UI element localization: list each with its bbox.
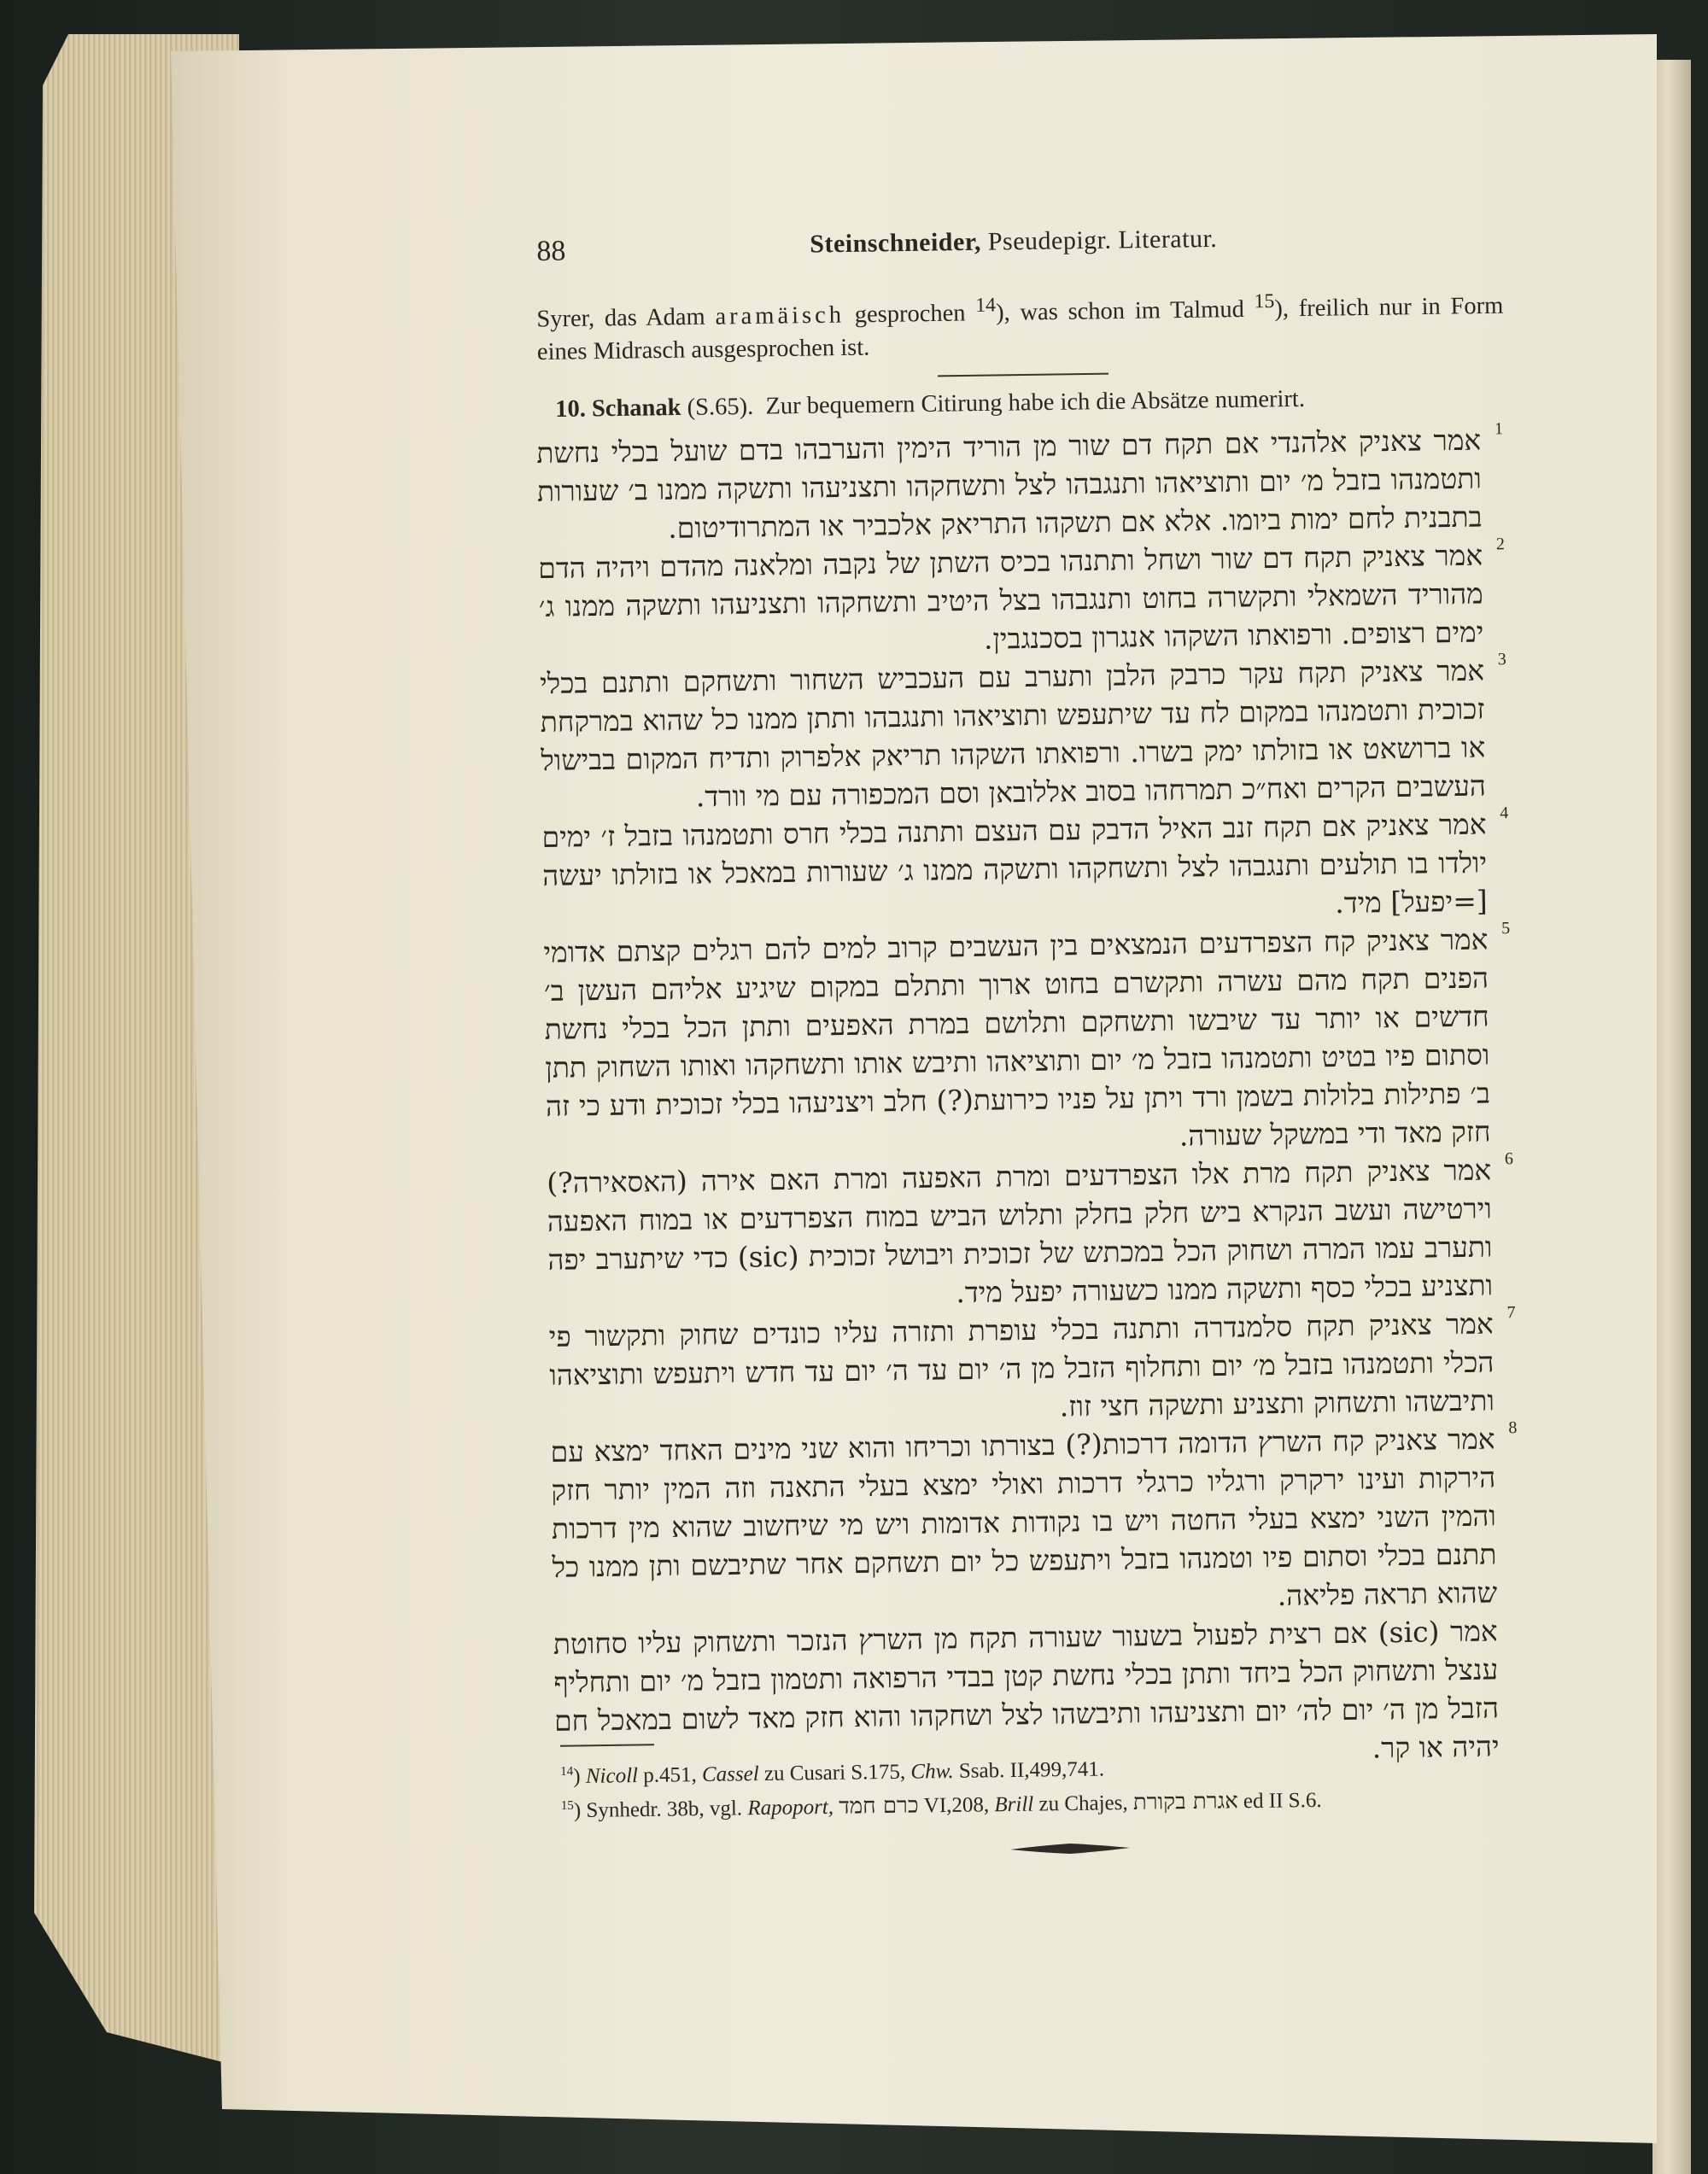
hebrew-paragraph-1 — [536, 420, 1505, 549]
hebrew-text: אמר צאניק תקח מרת אלו הצפרדעים ומרת האפעה ומרת האם אירה (האסאירה?) וירטישה ועשב הנקרא ביש חלק בחלק ותלוש הביש במוח הצפרדעים או במוח האפעה ותערב עמו המרה ושחוק הכל במכתש של זכוכית ויבושל זכוכית (sic) כדי שיתערב יפה ותצניע בכלי כסף ותשקה ממנו כשעורה יפעל מיד. — [546, 1153, 1494, 1310]
paragraph-number: 1 — [1494, 419, 1504, 439]
running-head-work: Pseudepigr. Literatur. — [987, 224, 1218, 256]
paragraph-number: 3 — [1497, 650, 1506, 669]
running-head-title — [810, 225, 1217, 260]
hebrew-text: אמר צאניק קח השרץ הדומה דרכות(?) בצורתו וכריחו והוא שני מינים האחד ימצא עם הירקות ועינו ירקרק ורגליו כרגלי דרכות ואולי ימצא בעלי התאנה וזה המין יותר חזק והמין השני ימצא בעלי החטה ויש בו נקודות אדומות ויש מי שיחשוב שהוא מין דרכות תתנם בכלי וסתום פיו וטמנהו בזבל ויתעפש כל יום תשחקם אחר שתיבשם ותן ממנו כל שהוא תראה פליאה. — [550, 1422, 1498, 1613]
intro-text-c: ), was schon im Talmud — [995, 295, 1245, 326]
footnote-14: $^{14}$) Nicoll p.451, Cassel zu Cusari S.175, Chw. Ssab. II,499,741. — [560, 1757, 1105, 1789]
intro-text-a: Syrer, das Adam — [536, 303, 705, 333]
hebrew-body — [536, 420, 1522, 1779]
paragraph-number: 7 — [1506, 1303, 1516, 1323]
hebrew-text: אמר צאניק תקח עקר כרבק הלבן ותערב עם העכביש השחור ותשחקם ותתנם בכלי זכוכית ותטמנהו במקום לח עד שיתעפש ותוציאהו ותנגבהו ותתן ממנו כל שהוא במרקחת או ברושאט או בזולתו ימק בשרו. ורפואתו השקהו תריאק אלפרוק ותדיח המקום בבישול העשבים הקרים ואח״כ תמרחהו בסוב אללובאן וסם המכפורה עם מי וורד. — [539, 653, 1487, 814]
running-head-author: Steinschneider, — [810, 227, 982, 259]
hebrew-paragraph-4 — [541, 804, 1510, 933]
footnote-15: $^{15}$) Synhedr. 38b, vgl. Rapoport, כרם חמד VI,208, Brill zu Chajes, אגרת בקורת ed II S.6. — [560, 1788, 1322, 1823]
footnote-author: Rapoport, — [747, 1796, 834, 1820]
footnote-author: Nicoll — [585, 1764, 639, 1788]
footnote-text: p.451, — [643, 1763, 697, 1787]
hebrew-paragraph-7 — [548, 1304, 1517, 1433]
hebrew-text: אמר (sic) אם רצית לפעול בשעור שעורה תקח מן השרץ הנזכר ותשחוק עליו סחוטת ענצל ותשחוק הכל ביחד ותתן בכלי נחשת קטן בבדי הרפואה ותטמון בזבל מ׳ יום ותחליף הזבל מן ה׳ יום לה׳ יום ותצניעהו ותיבשהו לצל ושחקהו והוא חזק מאד לשום במאכל חם יהיה או קר. — [553, 1614, 1500, 1765]
facing-page-edge — [1652, 60, 1691, 2174]
footnote-number: 14 — [560, 1764, 574, 1779]
footnote-text: Synhedr. 38b, vgl. — [586, 1797, 743, 1823]
section-note: Zur bequemern Citirung habe ich die Absätze numerirt. — [765, 385, 1306, 420]
paragraph-number: 4 — [1500, 804, 1509, 823]
section-ref: (S.65). — [687, 393, 754, 421]
footnote-author: Cassel — [701, 1762, 759, 1787]
hebrew-paragraph-5 — [543, 920, 1513, 1164]
footnote-text: zu Chajes, — [1038, 1791, 1128, 1816]
footnote-hebrew: כרם חמד — [839, 1792, 919, 1820]
hebrew-text: אמר צאניק אלהנדי אם תקח דם שור מן הוריד הימין והערבהו בדם שועל בכלי נחשת ותטמנהו בזבל מ׳ יום ותוציאהו ותנגבהו לצל ותשחקהו ותצניעהו ותשקה ממנו ב׳ שעורות בתבנית לחם ימות ביומו. אלא אם תשקהו התריאק אלכביר או המתרודיטום. — [536, 423, 1483, 545]
hebrew-paragraph-6 — [547, 1150, 1515, 1318]
footnote-number: 15 — [560, 1799, 574, 1814]
footnote-hebrew: אגרת בקורת — [1132, 1788, 1238, 1816]
footnote-ref-15: 15 — [1254, 289, 1275, 313]
hebrew-paragraph-8 — [550, 1419, 1519, 1625]
footnote-text: VI,208, — [923, 1793, 990, 1818]
hebrew-text: אמר צאניק תקח דם שור ושחל ותתנהו בכיס השתן של נקבה ומלאנה מהדם ויהיה הדם מהוריד השמאלי ותקשרה בחוט ותנגבהו בצל היטיב ותשחקהו ותצניעהו ותשקה ממנו ג׳ ימים רצופים. ורפואתו השקהו אנגרון בסכנגבין. — [537, 538, 1484, 656]
footnote-text: zu Cusari S.175, — [763, 1760, 906, 1785]
paragraph-number: 5 — [1501, 919, 1511, 938]
paragraph-number: 8 — [1508, 1418, 1518, 1438]
footnote-text: ed II S.6. — [1243, 1789, 1322, 1814]
page-number: 88 — [536, 235, 566, 267]
footnote-author: Brill — [994, 1792, 1034, 1817]
paragraph-number: 6 — [1504, 1149, 1514, 1169]
end-ornament-icon — [1010, 1842, 1130, 1855]
hebrew-text: אמר צאניק קח הצפרדעים הנמצאים בין העשבים קרוב למים להם רגלים קצתם אדומי הפנים תקח מהם עשרה ותקשרם בחוט ארוך ותתלם במקום שיגיע אליהם העשן ב׳ חדשים או יותר עד שיבשו ותשחקם ותלושם במרת האפעים ותתן הכל בכלי נחשת וסתום פיו בטיט ותטמנהו בזבל מ׳ יום ותוציאהו ותיבש אותו ותשחקהו ואותו השחוק תתן ב׳ פתילות בלולות בשמן ורד ויתן על פניו כירועת(?) חלב ויצניעהו בכלי זכוכית ודע כי זה חזק מאד ודי במשקל שעורה. — [543, 922, 1491, 1153]
footnote-author: Chw. — [910, 1759, 954, 1784]
footnote-ref-14: 14 — [975, 294, 997, 317]
hebrew-paragraph-3 — [540, 651, 1508, 818]
intro-paragraph — [536, 282, 1504, 368]
hebrew-text: אמר צאניק תקח סלמנדרה ותתנה בכלי עופרת ותזרה עליו כונדים שחוק ותקשור פי הכלי ותטמנהו בזבל מ׳ יום ותחלוף הזבל מן ה׳ יום עד ה׳ יום עד חדש ויתעפש ותוציאהו ותיבשהו ותשחוק ותצניע ותשקה חצי זוז. — [548, 1306, 1495, 1423]
section-heading — [555, 383, 1503, 424]
hebrew-paragraph-2 — [538, 535, 1506, 664]
page-content — [536, 224, 1518, 1937]
footnotes — [560, 1744, 1504, 1826]
intro-text-b: gesprochen — [854, 300, 966, 329]
footnote-text: Ssab. II,499,741. — [958, 1757, 1105, 1783]
section-title: 10. Schanak — [555, 394, 681, 423]
intro-text-d: ), freilich nur in Form eines Midrasch ausgesprochen ist. — [536, 292, 1504, 365]
section-divider — [938, 373, 1108, 377]
hebrew-text: אמר צאניק אם תקח זנב האיל הדבק עם העצם ותתנה בכלי חרס ותטמנהו בזבל ז׳ ימים יולדו בו תולעים ותנגבהו לצל ותשחקהו ותשקה ממנו ג׳ שעורות במאכל או בזולתו יעשה [=יפעל] מיד. — [541, 807, 1489, 920]
paragraph-number: 2 — [1495, 535, 1506, 554]
intro-spaced-word: aramäisch — [715, 301, 845, 330]
